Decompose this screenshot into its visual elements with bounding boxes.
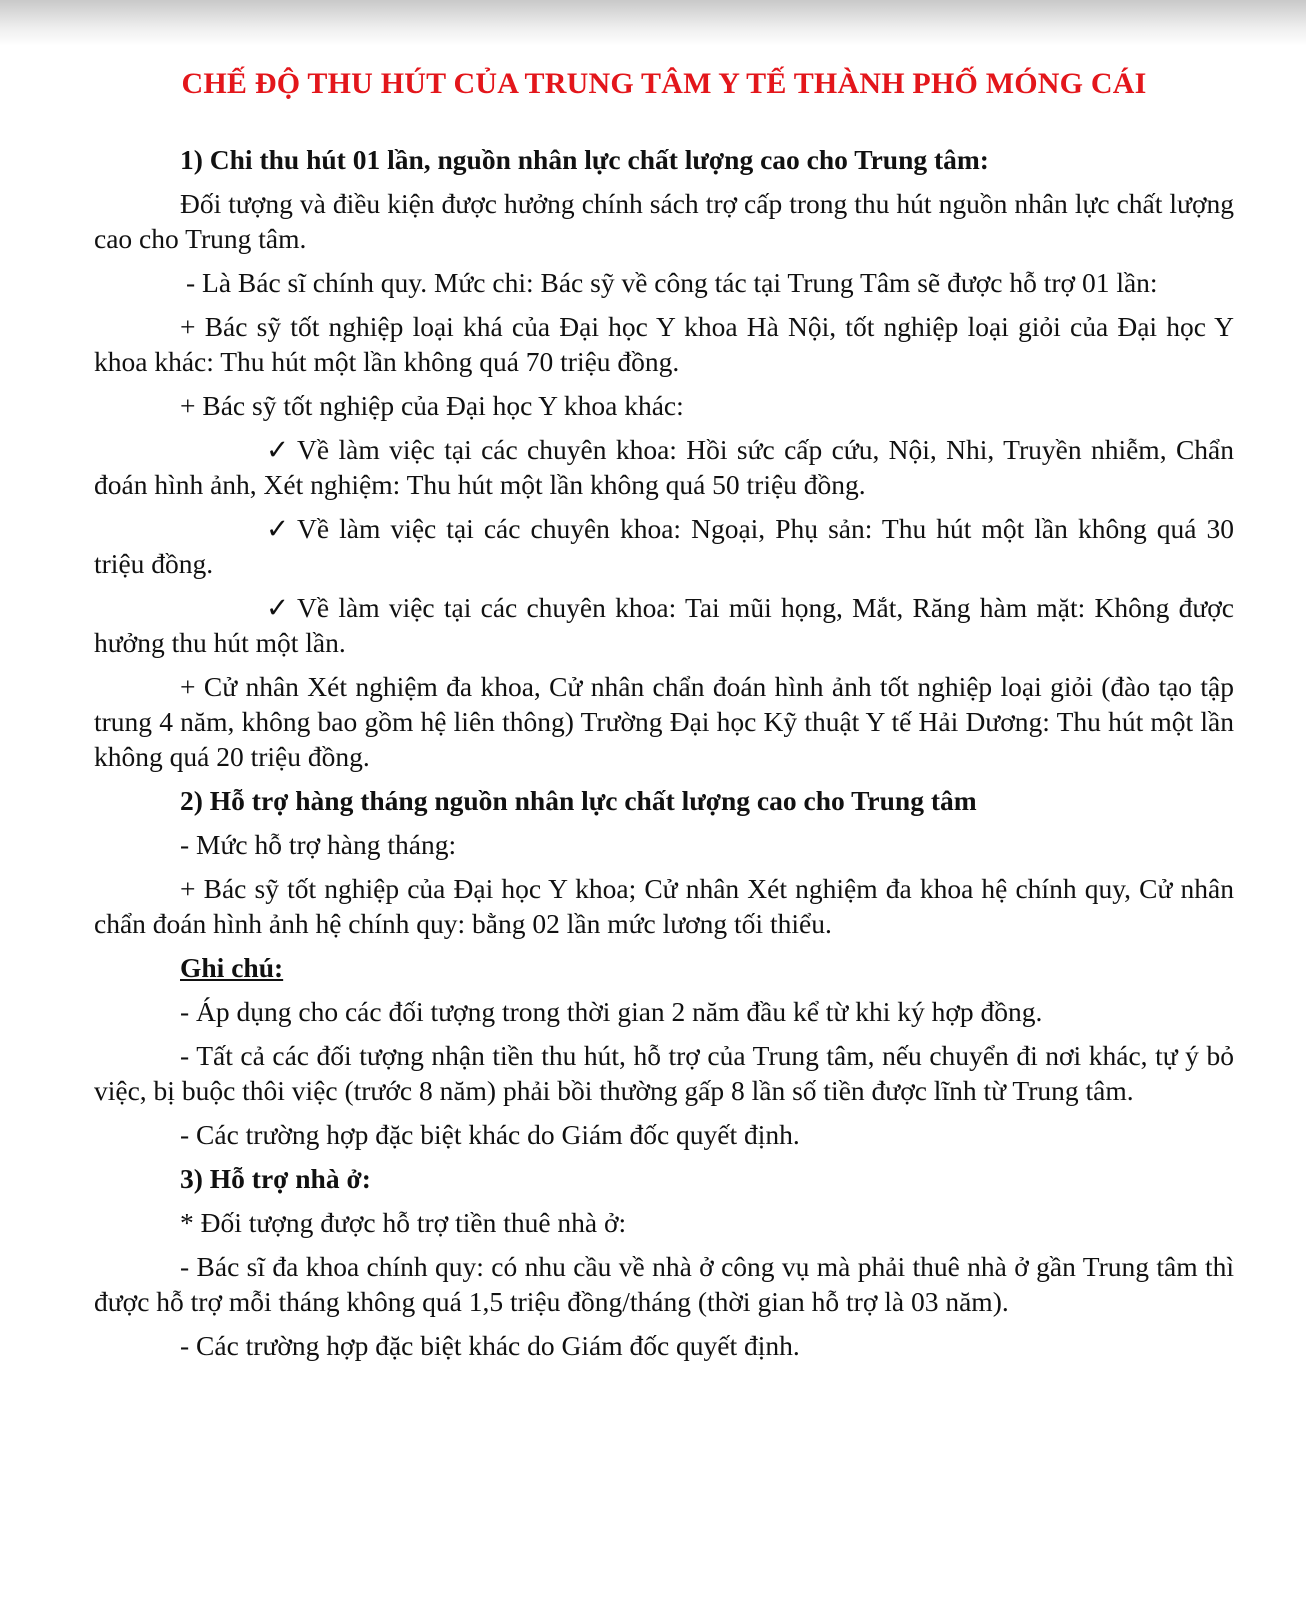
- section-3-sub: * Đối tượng được hỗ trợ tiền thuê nhà ở:: [180, 1207, 627, 1238]
- note-2: - Tất cả các đối tượng nhận tiền thu hút, hỗ trợ của Trung tâm, nếu chuyển đi nơi khác, tự ý bỏ việc, bị buộc thôi việc (trước 8 năm) phải bồi thường gấp 8 lần số tiền được lĩnh từ Trung tâm.: [94, 1040, 1234, 1106]
- section-2-heading: 2) Hỗ trợ hàng tháng nguồn nhân lực chất lượng cao cho Trung tâm: [180, 785, 977, 816]
- section-1-heading: 1) Chi thu hút 01 lần, nguồn nhân lực chất lượng cao cho Trung tâm:: [180, 144, 989, 175]
- section-1-check-3: [94, 590, 1234, 660]
- check-3-text: Về làm việc tại các chuyên khoa: Tai mũi họng, Mắt, Răng hàm mặt: Không được hưởng thu hút một lần.: [94, 592, 1234, 658]
- section-1-intro: Đối tượng và điều kiện được hưởng chính sách trợ cấp trong thu hút nguồn nhân lực chất lượng cao cho Trung tâm.: [94, 188, 1234, 254]
- check-1-text: Về làm việc tại các chuyên khoa: Hồi sức cấp cứu, Nội, Nhi, Truyền nhiễm, Chẩn đoán hình ảnh, Xét nghiệm: Thu hút một lần không quá 50 triệu đồng.: [94, 434, 1234, 500]
- checkmark-icon: ✓: [266, 434, 290, 465]
- document-body: [94, 142, 1234, 1363]
- section-1-item-3: + Cử nhân Xét nghiệm đa khoa, Cử nhân chẩn đoán hình ảnh tốt nghiệp loại giỏi (đào tạo tập trung 4 năm, không bao gồm hệ liên thông) Trường Đại học Kỹ thuật Y tế Hải Dương: Thu hút một lần không quá 20 triệu đồng.: [94, 671, 1234, 772]
- section-1-check-2: [94, 511, 1234, 581]
- note-1: - Áp dụng cho các đối tượng trong thời gian 2 năm đầu kể từ khi ký hợp đồng.: [180, 996, 1043, 1027]
- document-title: CHẾ ĐỘ THU HÚT CỦA TRUNG TÂM Y TẾ THÀNH PHỐ MÓNG CÁI: [181, 67, 1147, 100]
- section-2-item-1: + Bác sỹ tốt nghiệp của Đại học Y khoa; Cử nhân Xét nghiệm đa khoa hệ chính quy, Cử nhân chẩn đoán hình ảnh hệ chính quy: bằng 02 lần mức lương tối thiểu.: [94, 873, 1234, 939]
- notes-heading: [94, 950, 1234, 985]
- section-1-item-1: + Bác sỹ tốt nghiệp loại khá của Đại học Y khoa Hà Nội, tốt nghiệp loại giỏi của Đại học Y khoa khác: Thu hút một lần không quá 70 triệu đồng.: [94, 311, 1234, 377]
- section-2-sub: - Mức hỗ trợ hàng tháng:: [180, 829, 457, 860]
- checkmark-icon: ✓: [266, 513, 290, 544]
- checkmark-icon: ✓: [266, 592, 290, 623]
- note-3: - Các trường hợp đặc biệt khác do Giám đốc quyết định.: [180, 1119, 800, 1150]
- section-1-criteria: - Là Bác sĩ chính quy. Mức chi: Bác sỹ về công tác tại Trung Tâm sẽ được hỗ trợ 01 lần:: [186, 267, 1158, 298]
- section-1-check-1: [94, 432, 1234, 502]
- notes-heading-text: Ghi chú:: [180, 952, 284, 983]
- check-2-text: Về làm việc tại các chuyên khoa: Ngoại, Phụ sản: Thu hút một lần không quá 30 triệu đồng.: [94, 513, 1234, 579]
- section-3-item-1: - Bác sĩ đa khoa chính quy: có nhu cầu về nhà ở công vụ mà phải thuê nhà ở gần Trung tâm thì được hỗ trợ mỗi tháng không quá 1,5 triệu đồng/tháng (thời gian hỗ trợ là 03 năm).: [94, 1251, 1234, 1317]
- section-1-item-2: + Bác sỹ tốt nghiệp của Đại học Y khoa khác:: [180, 390, 684, 421]
- section-3-item-2: - Các trường hợp đặc biệt khác do Giám đốc quyết định.: [180, 1330, 800, 1361]
- section-3-heading: 3) Hỗ trợ nhà ở:: [180, 1163, 371, 1194]
